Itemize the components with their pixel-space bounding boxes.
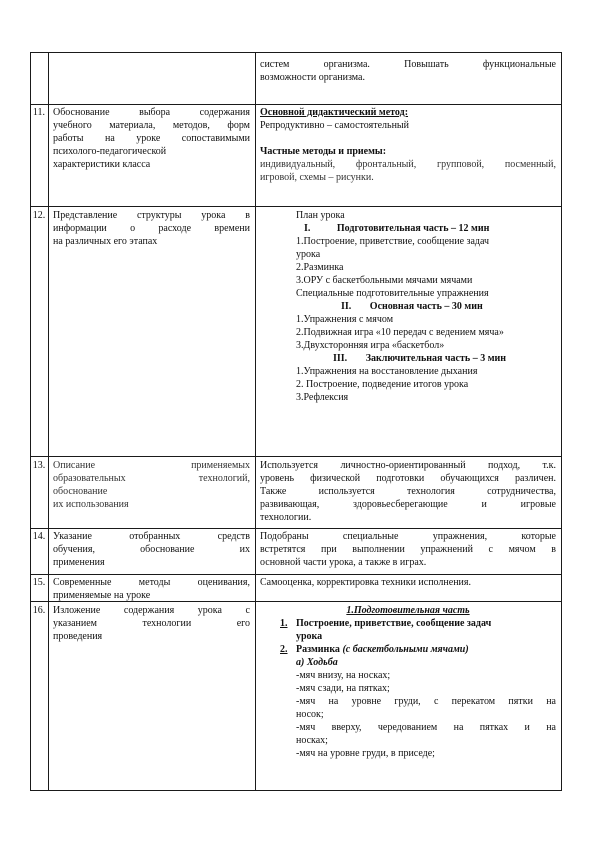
text-line: Самооценка, корректировка техники исполнения. xyxy=(260,577,472,588)
plan-title: План урока xyxy=(296,210,345,221)
row-content xyxy=(260,530,556,569)
text-line: урока xyxy=(296,249,321,260)
row-content xyxy=(260,106,556,184)
table-border-right xyxy=(561,52,562,791)
text-line: 3.Двухсторонняя игра «баскетбол» xyxy=(296,340,445,351)
text-line: образовательных технологий, xyxy=(53,473,250,484)
row-number: 12. xyxy=(32,210,46,221)
text-line: систем организма. Повышать функциональные xyxy=(260,59,556,70)
part-number: II. xyxy=(341,301,352,312)
text-line: игровой, схемы – рисунки. xyxy=(260,172,374,183)
table-divider-col xyxy=(255,52,256,791)
row-separator xyxy=(30,528,562,529)
row-description xyxy=(53,530,250,569)
text-line: обучения, обоснование их xyxy=(53,544,250,555)
table-divider-num xyxy=(48,52,49,791)
text-line: развивающая, здоровьесберегающие и игровые xyxy=(260,499,556,510)
text-line: Описание применяемых xyxy=(53,460,250,471)
item-text: Построение, приветствие, сообщение задач xyxy=(296,618,492,629)
text-line: -мяч вверху, чередованием на пятках и на xyxy=(296,722,556,733)
row-description xyxy=(53,106,250,171)
text-line: учебного материала, методов, форм xyxy=(53,120,250,131)
row-description xyxy=(53,604,250,643)
text-line: на различных его этапах xyxy=(53,236,158,247)
item-label: Разминка xyxy=(296,644,340,655)
text-line: урока xyxy=(296,631,323,642)
text-line: указанием технологии его xyxy=(53,618,250,629)
part-number: I. xyxy=(304,223,311,234)
text-line: Подобраны специальные упражнения, которые xyxy=(260,531,556,542)
text-line: Представление структуры урока в xyxy=(53,210,250,221)
text-line: Специальные подготовительные упражнения xyxy=(296,288,489,299)
row-content xyxy=(260,459,556,524)
text-line: их использования xyxy=(53,499,129,510)
text-line: 2.Разминка xyxy=(296,262,344,273)
row-description xyxy=(53,459,250,511)
part-title: Заключительная часть – 3 мин xyxy=(365,353,507,364)
row-number: 13. xyxy=(32,460,46,471)
text-line: Указание отобранных средств xyxy=(53,531,250,542)
text-line: 3.ОРУ с баскетбольными мячами мячами xyxy=(296,275,473,286)
text-line: Используется личностно-ориентированный подход, т.к. xyxy=(260,460,556,471)
row-description xyxy=(53,576,250,602)
item-note: (с баскетбольными мячами) xyxy=(342,644,469,655)
text-line: 1.Упражнения на восстановление дыхания xyxy=(296,366,478,377)
section-heading: 1.Подготовительная часть xyxy=(346,605,470,616)
text-line: проведения xyxy=(53,631,103,642)
text-line: Современные методы оценивания, xyxy=(53,577,250,588)
part-title: Основная часть – 30 мин xyxy=(369,301,483,312)
row-description xyxy=(53,209,250,248)
text-line: уровень физической подготовки обучающихся различен. xyxy=(260,473,556,484)
row-separator xyxy=(30,456,562,457)
row-number: 11. xyxy=(32,107,46,118)
main-method: Репродуктивно – самостоятельный xyxy=(260,120,409,131)
text-line: встретятся при выполнении упражнений с мячом в xyxy=(260,544,556,555)
text-line: Изложение содержания урока с xyxy=(53,605,250,616)
part-number: III. xyxy=(333,353,348,364)
lesson-content xyxy=(260,604,556,760)
row-content xyxy=(260,576,556,589)
text-line: носок; xyxy=(296,709,324,720)
text-line: Также используется технология сотрудничества, xyxy=(260,486,556,497)
text-line: 2. Построение, подведение итогов урока xyxy=(296,379,469,390)
subsection-heading: а) Ходьба xyxy=(296,657,338,668)
row-number: 15. xyxy=(32,577,46,588)
lesson-plan xyxy=(296,209,558,404)
table-border-bottom xyxy=(30,790,562,791)
text-line: возможности организма. xyxy=(260,72,365,83)
main-method-title: Основной дидактический метод: xyxy=(260,107,409,118)
text-line: -мяч внизу, на носках; xyxy=(296,670,391,681)
text-line: применяемые на уроке xyxy=(53,590,151,601)
text-line: обоснование xyxy=(53,486,108,497)
row-separator xyxy=(30,206,562,207)
text-line: -мяч сзади, на пятках; xyxy=(296,683,390,694)
text-line: 2.Подвижная игра «10 передач с ведением мяча» xyxy=(296,327,504,338)
row-separator xyxy=(30,574,562,575)
list-item xyxy=(260,643,556,656)
continuation-content xyxy=(260,58,556,84)
text-line: -мяч на уровне груди, в приседе; xyxy=(296,748,435,759)
text-line: 1.Упражнения с мячом xyxy=(296,314,394,325)
text-line: характеристики класса xyxy=(53,159,151,170)
row-number: 16. xyxy=(32,605,46,616)
text-line: психолого-педагогической xyxy=(53,146,167,157)
text-line: Обоснование выбора содержания xyxy=(53,107,250,118)
part-heading xyxy=(296,300,558,313)
part-heading xyxy=(296,352,558,365)
text-line: основной части урока, а также в играх. xyxy=(260,557,427,568)
text-line: технологии. xyxy=(260,512,312,523)
row-number: 14. xyxy=(32,531,46,542)
text-line: -мяч на уровне груди, с перекатом пятки на xyxy=(296,696,556,707)
text-line: работы на уроке сопоставимыми xyxy=(53,133,250,144)
text-line: индивидуальный, фронтальный, групповой, посменный, xyxy=(260,159,556,170)
table-border-top xyxy=(30,52,562,53)
table-border-left xyxy=(30,52,31,791)
row-separator xyxy=(30,104,562,105)
text-line: 1.Построение, приветствие, сообщение задач xyxy=(296,236,490,247)
item-number: 1. xyxy=(280,618,288,629)
text-line: 3.Рефлексия xyxy=(296,392,349,403)
part-heading xyxy=(296,222,558,235)
private-methods-title: Частные методы и приемы: xyxy=(260,146,387,157)
part-title: Подготовительная часть – 12 мин xyxy=(336,223,490,234)
item-number: 2. xyxy=(280,644,288,655)
text-line: применения xyxy=(53,557,105,568)
text-line: носках; xyxy=(296,735,328,746)
spacer xyxy=(260,132,556,145)
text-line: информации о расходе времени xyxy=(53,223,250,234)
list-item xyxy=(260,617,556,630)
